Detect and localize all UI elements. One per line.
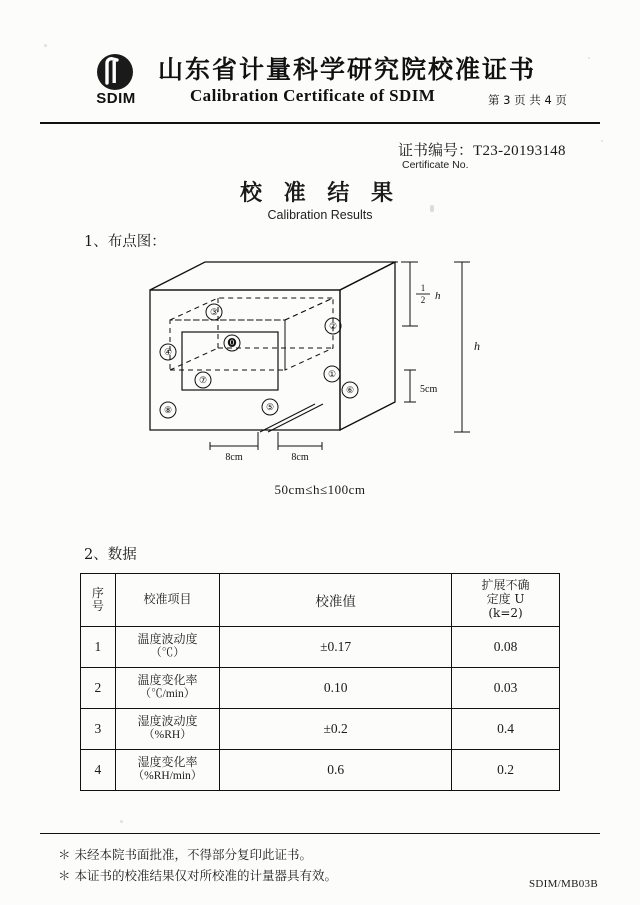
column-header-item: 校准项目 — [115, 574, 220, 627]
scan-speck — [120, 820, 123, 823]
svg-text:8cm: 8cm — [291, 452, 309, 463]
svg-text:⓿: ⓿ — [227, 338, 237, 348]
row-no: 2 — [81, 668, 116, 709]
row-item-unit: （℃/min） — [139, 688, 196, 701]
figure-caption: 50cm≤h≤100cm — [274, 482, 366, 497]
header-divider — [40, 122, 600, 124]
row-item-name: 湿度变化率 — [137, 755, 198, 770]
row-item-name: 温度变化率 — [137, 673, 198, 688]
page-title-en: Calibration Certificate of SDIM — [190, 86, 436, 105]
svg-text:8cm: 8cm — [225, 452, 243, 463]
document-header — [40, 50, 600, 120]
row-item-unit: （%RH/min） — [132, 770, 203, 783]
section-title-cn: 校 准 结 果 — [240, 180, 400, 206]
uncertainty-line-2: 定度 U — [486, 592, 525, 607]
svg-text:1: 1 — [420, 283, 426, 293]
footer-divider — [40, 833, 600, 834]
uncertainty-line-1: 扩展不确 — [481, 578, 530, 593]
svg-text:④: ④ — [163, 347, 173, 357]
row-uncertainty: 0.2 — [452, 750, 560, 791]
footer-notes — [58, 845, 337, 886]
row-item — [115, 627, 220, 668]
svg-text:⑤: ⑤ — [265, 402, 275, 412]
footer-note-2: ＊ 本证书的校准结果仅对所校准的计量器具有效。 — [58, 867, 337, 883]
svg-text:2: 2 — [420, 295, 426, 305]
row-value: ±0.17 — [220, 627, 452, 668]
svg-text:①: ① — [327, 369, 337, 379]
form-code: SDIM/MB03B — [528, 878, 598, 890]
layout-diagram — [110, 250, 530, 505]
column-header-no: 序 号 — [81, 574, 116, 627]
calibration-results-table — [80, 573, 560, 791]
row-value: ±0.2 — [220, 709, 452, 750]
row-item-unit: （℃） — [150, 647, 185, 660]
footer-note-1: ＊ 未经本院书面批准，不得部分复印此证书。 — [58, 847, 312, 862]
page-count: 第 3 页 共 4 页 — [488, 93, 567, 107]
table-header-row — [81, 574, 560, 627]
certificate-number-value: T23-20193148 — [473, 143, 566, 159]
row-item — [115, 709, 220, 750]
row-no: 1 — [81, 627, 116, 668]
certificate-number-row — [398, 139, 566, 160]
row-value: 0.6 — [220, 750, 452, 791]
table-row — [81, 750, 560, 791]
svg-text:5cm: 5cm — [420, 384, 438, 395]
column-header-value: 校准值 — [220, 574, 452, 627]
svg-text:③: ③ — [209, 307, 219, 317]
table-row — [81, 668, 560, 709]
svg-text:h: h — [435, 290, 441, 302]
table-row — [81, 627, 560, 668]
item-1-heading: 1、布点图： — [84, 234, 166, 250]
svg-text:②: ② — [328, 321, 338, 331]
row-no: 4 — [81, 750, 116, 791]
sdim-logo-text: SDIM — [96, 90, 136, 107]
section-title-en: Calibration Results — [267, 208, 373, 222]
table-row — [81, 709, 560, 750]
item-2-heading: 2、数据 — [84, 547, 137, 563]
row-item-unit: （%RH） — [143, 729, 192, 742]
svg-text:h: h — [474, 339, 480, 353]
row-value: 0.10 — [220, 668, 452, 709]
row-item — [115, 668, 220, 709]
page-title-cn: 山东省计量科学研究院校准证书 — [158, 55, 537, 84]
svg-text:⑧: ⑧ — [163, 405, 173, 415]
row-no: 3 — [81, 709, 116, 750]
scan-speck — [44, 44, 47, 47]
row-item-name: 湿度波动度 — [137, 714, 198, 729]
column-header-uncertainty — [452, 574, 560, 627]
certificate-number-label: 证书编号： — [398, 141, 474, 159]
uncertainty-line-3: (k=2) — [488, 605, 523, 620]
row-item — [115, 750, 220, 791]
row-uncertainty: 0.4 — [452, 709, 560, 750]
certificate-number-label-en: Certificate No. — [402, 159, 469, 171]
row-item-name: 温度波动度 — [137, 632, 198, 647]
svg-text:⑦: ⑦ — [198, 375, 208, 385]
row-uncertainty: 0.08 — [452, 627, 560, 668]
sdim-logo — [85, 52, 147, 110]
svg-text:⑥: ⑥ — [345, 385, 355, 395]
row-uncertainty: 0.03 — [452, 668, 560, 709]
scan-speck — [601, 140, 603, 142]
sdim-logo-icon — [93, 52, 137, 92]
